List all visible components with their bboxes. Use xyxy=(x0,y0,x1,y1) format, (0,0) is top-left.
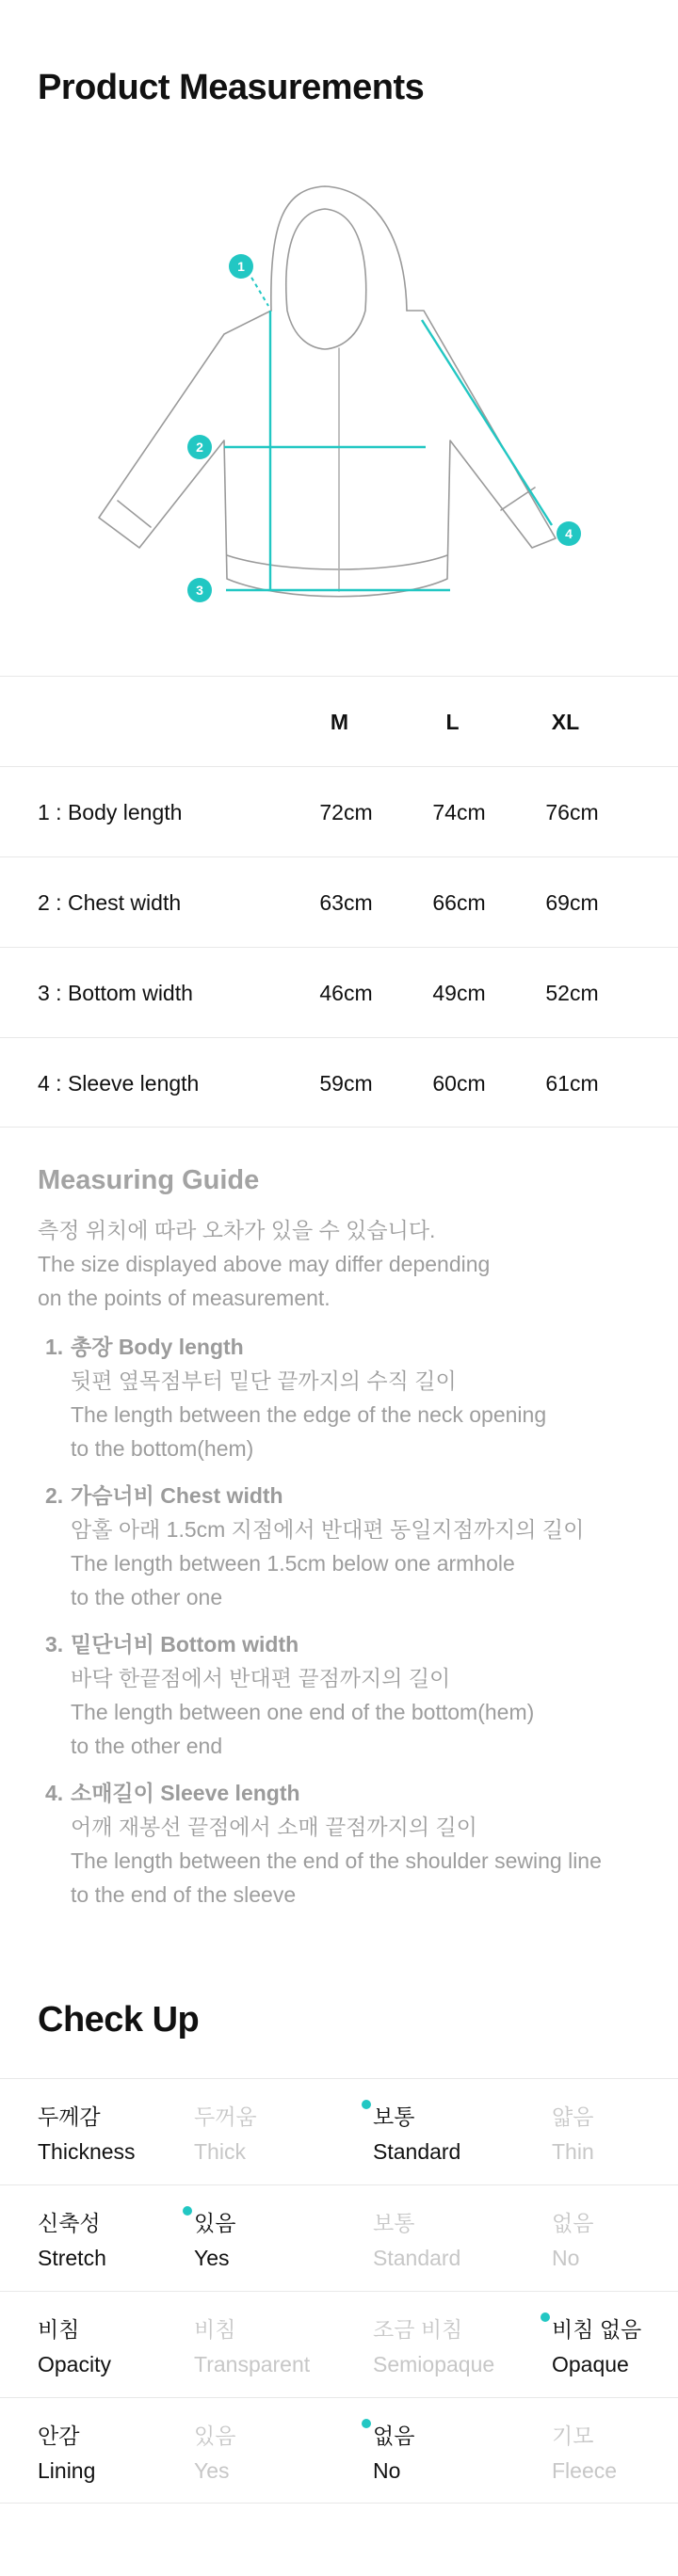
guide-item-line: to the other one xyxy=(71,1585,223,1609)
guide-item-line: The length between one end of the bottom(hem) xyxy=(71,1700,535,1724)
row-value: 63cm xyxy=(319,890,373,915)
option xyxy=(194,2100,257,2169)
option-ko: 없음 xyxy=(552,2211,594,2235)
option-en: Thick xyxy=(194,2139,246,2164)
attribute-label xyxy=(38,2100,136,2169)
option xyxy=(552,2419,617,2488)
row-label: 2 : Chest width xyxy=(38,890,182,915)
jacket-diagram xyxy=(0,169,678,621)
row-value: 46cm xyxy=(319,981,373,1005)
row-value: 59cm xyxy=(319,1071,373,1096)
measurements-title: Product Measurements xyxy=(38,68,425,107)
option-en: Transparent xyxy=(194,2352,311,2376)
size-column-l: L xyxy=(445,710,460,734)
left-cuff xyxy=(118,501,151,527)
option-ko: 두꺼움 xyxy=(194,2104,257,2129)
option-ko: 보통 xyxy=(373,2104,415,2129)
row-value: 76cm xyxy=(545,800,599,824)
guide-item-heading: 밑단너비 Bottom width xyxy=(71,1632,299,1656)
measuring-guide xyxy=(38,1165,659,1925)
row-value: 49cm xyxy=(432,981,486,1005)
option xyxy=(373,2312,494,2382)
row-value: 61cm xyxy=(545,1071,599,1096)
selected-dot-icon xyxy=(362,2100,371,2109)
guide-item xyxy=(38,1330,659,1465)
selected-dot-icon xyxy=(362,2419,371,2428)
guide-item-line: The length between the edge of the neck opening xyxy=(71,1402,547,1427)
guide-item-line: 뒷편 옆목점부터 밑단 끝까지의 수직 길이 xyxy=(71,1368,457,1393)
size-table xyxy=(0,676,678,1128)
jacket-body xyxy=(99,311,556,597)
selected-dot-icon xyxy=(183,2206,192,2216)
guide-item-line: to the other end xyxy=(71,1734,223,1758)
attribute-label-en: Stretch xyxy=(38,2246,106,2270)
option-en: No xyxy=(373,2458,401,2483)
guide-item xyxy=(38,1627,659,1763)
option xyxy=(552,2206,593,2276)
hem-band xyxy=(227,555,447,569)
option-ko: 기모 xyxy=(552,2424,594,2448)
option-ko: 조금 비침 xyxy=(373,2317,463,2342)
guide-intro xyxy=(38,1213,659,1315)
attribute-label-ko: 두께감 xyxy=(38,2104,101,2129)
guide-intro-line: on the points of measurement. xyxy=(38,1286,331,1310)
guide-item-line: 암홀 아래 1.5cm 지점에서 반대편 동일지점까지의 길이 xyxy=(71,1517,585,1542)
attribute-label-en: Lining xyxy=(38,2458,96,2483)
attribute-label xyxy=(38,2419,95,2488)
option xyxy=(552,2100,594,2169)
marker-1-leader xyxy=(248,271,268,306)
option-ko: 비침 xyxy=(194,2317,236,2342)
checkup-table xyxy=(0,2078,678,2504)
option-ko: 얇음 xyxy=(552,2104,594,2129)
attribute-label xyxy=(38,2312,111,2382)
option-en: Standard xyxy=(373,2246,461,2270)
checkup-row-lining xyxy=(0,2397,678,2504)
guide-item-line: 어깨 재봉선 끝점에서 소매 끝점까지의 길이 xyxy=(71,1815,477,1839)
guide-item-line: The length between the end of the shoulder sewing line xyxy=(71,1848,602,1873)
row-value: 69cm xyxy=(545,890,599,915)
sleeve-length-line xyxy=(422,320,552,525)
hood-outline xyxy=(271,186,407,311)
row-value: 66cm xyxy=(432,890,486,915)
attribute-label-ko: 안감 xyxy=(38,2424,80,2448)
guide-item-number: 3. xyxy=(45,1632,64,1656)
guide-item xyxy=(38,1776,659,1912)
row-label: 1 : Body length xyxy=(38,800,183,824)
guide-item-heading: 가슴너비 Chest width xyxy=(71,1483,283,1508)
checkup-row-stretch xyxy=(0,2184,678,2291)
option-ko: 있음 xyxy=(194,2424,236,2448)
face-opening xyxy=(286,209,366,349)
option-en: Yes xyxy=(194,2458,230,2483)
marker-2-label: 2 xyxy=(196,440,203,455)
table-row xyxy=(0,766,678,856)
option-ko: 보통 xyxy=(373,2211,415,2235)
option xyxy=(194,2312,310,2382)
guide-item-line: to the bottom(hem) xyxy=(71,1436,254,1461)
option-selected xyxy=(373,2100,460,2169)
row-value: 52cm xyxy=(545,981,599,1005)
option-en: No xyxy=(552,2246,580,2270)
guide-item-line: 바닥 한끝점에서 반대편 끝점까지의 길이 xyxy=(71,1666,451,1690)
option-en: Thin xyxy=(552,2139,594,2164)
option xyxy=(194,2419,235,2488)
option xyxy=(373,2206,460,2276)
option-en: Semiopaque xyxy=(373,2352,495,2376)
option-en: Standard xyxy=(373,2139,461,2164)
guide-item-heading: 총장 Body length xyxy=(71,1335,244,1359)
option-ko: 비침 없음 xyxy=(552,2317,642,2342)
attribute-label-ko: 신축성 xyxy=(38,2211,101,2235)
marker-1-label: 1 xyxy=(237,259,245,274)
checkup-title: Check Up xyxy=(38,2000,200,2040)
size-table-header xyxy=(0,676,678,766)
marker-4-label: 4 xyxy=(565,526,573,541)
row-value: 74cm xyxy=(432,800,486,824)
attribute-label-en: Opacity xyxy=(38,2352,111,2376)
selected-dot-icon xyxy=(541,2312,550,2322)
guide-item-number: 4. xyxy=(45,1781,64,1805)
checkup-row-thickness xyxy=(0,2078,678,2184)
size-column-xl: XL xyxy=(551,710,580,734)
guide-intro-line: The size displayed above may differ depending xyxy=(38,1252,491,1276)
option-ko: 있음 xyxy=(194,2211,236,2235)
option-selected xyxy=(194,2206,235,2276)
size-column-m: M xyxy=(330,710,349,734)
option-selected xyxy=(373,2419,414,2488)
guide-item-heading: 소매길이 Sleeve length xyxy=(71,1781,300,1805)
table-row xyxy=(0,947,678,1037)
row-label: 4 : Sleeve length xyxy=(38,1071,200,1096)
attribute-label-ko: 비침 xyxy=(38,2317,80,2342)
attribute-label-en: Thickness xyxy=(38,2139,136,2164)
option-en: Fleece xyxy=(552,2458,618,2483)
option-en: Opaque xyxy=(552,2352,629,2376)
guide-item-line: The length between 1.5cm below one armhole xyxy=(71,1551,515,1576)
row-value: 72cm xyxy=(319,800,373,824)
marker-3-label: 3 xyxy=(196,583,203,598)
guide-title: Measuring Guide xyxy=(38,1165,260,1195)
guide-item-number: 2. xyxy=(45,1483,64,1508)
option-en: Yes xyxy=(194,2246,230,2270)
option-selected xyxy=(552,2312,641,2382)
row-value: 60cm xyxy=(432,1071,486,1096)
attribute-label xyxy=(38,2206,106,2276)
guide-intro-line: 측정 위치에 따라 오차가 있을 수 있습니다. xyxy=(38,1218,436,1242)
table-row xyxy=(0,856,678,947)
guide-item-line: to the end of the sleeve xyxy=(71,1882,297,1907)
guide-item xyxy=(38,1479,659,1614)
row-label: 3 : Bottom width xyxy=(38,981,193,1005)
table-row xyxy=(0,1037,678,1128)
option-ko: 없음 xyxy=(373,2424,415,2448)
guide-item-number: 1. xyxy=(45,1335,64,1359)
checkup-row-opacity xyxy=(0,2291,678,2397)
